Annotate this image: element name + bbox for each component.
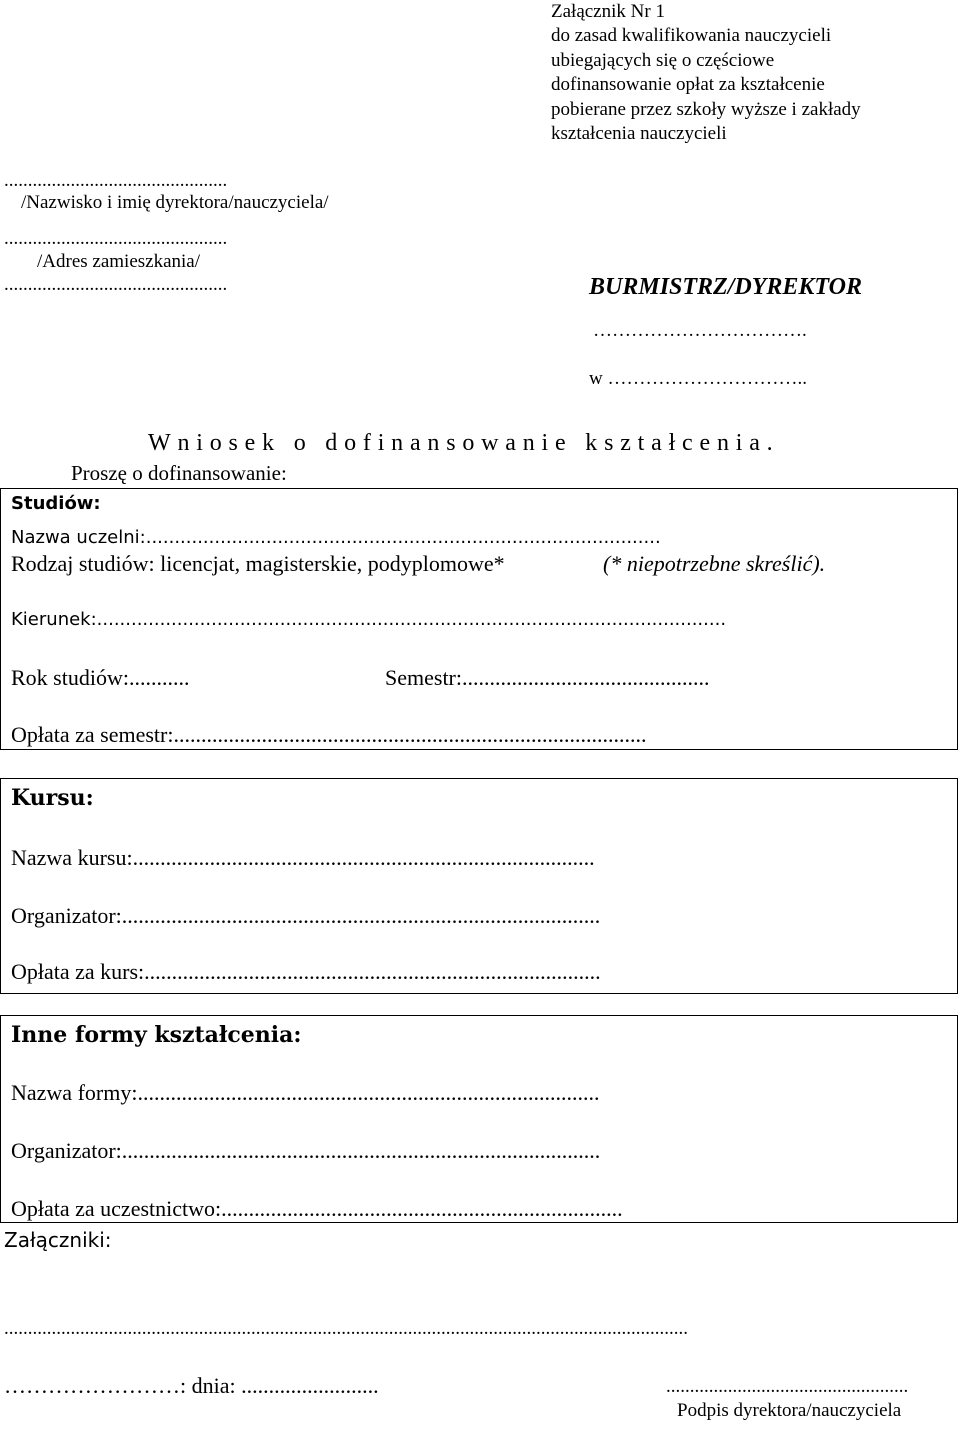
annex-line: dofinansowanie opłat za kształcenie [551,74,825,96]
studies-section [0,488,958,750]
page-title: Wniosek o dofinansowanie kształcenia. [148,430,780,456]
annex-line: ubiegających się o częściowe [551,49,775,71]
studies-type-note: (* niepotrzebne skreślić). [603,551,826,576]
studies-university-field[interactable]: Nazwa uczelni:.......................................................................................... [11,527,661,548]
recipient-title: BURMISTRZ/DYREKTOR [589,274,862,300]
place-date-field[interactable]: ……………………: dnia: ......................... [4,1373,379,1398]
annex-line: pobierane przez szkoły wyższe i zakłady [551,98,861,120]
annex-line: kształcenia nauczycieli [551,123,727,145]
studies-year-field[interactable]: Rok studiów:........... [11,665,190,690]
attachments-dots[interactable]: ................................................................................................................................................ [4,1318,688,1339]
applicant-name-label: /Nazwisko i imię dyrektora/nauczyciela/ [21,192,329,213]
applicant-address-label: /Adres zamieszkania/ [37,251,201,272]
studies-header: Studiów: [11,493,101,514]
recipient-place: w ………………………….. [589,368,807,389]
applicant-dots-3: ............................................... [4,274,228,295]
course-header: Kursu: [11,785,94,811]
studies-fee-field[interactable]: Opłata za semestr:...................................................................................... [11,722,647,747]
course-section [0,778,958,994]
annex-line: do zasad kwalifikowania nauczycieli [551,25,832,47]
course-fee-field[interactable]: Opłata za kurs:................................................................................... [11,959,601,984]
course-organizer-field[interactable]: Organizator:....................................................................................... [11,903,601,928]
studies-semester-field[interactable]: Semestr:............................................. [385,665,710,690]
other-forms-fee-field[interactable]: Opłata za uczestnictwo:......................................................................... [11,1196,623,1221]
recipient-line: ……………………………. [593,320,807,341]
annex-line: Załącznik Nr 1 [551,1,665,22]
studies-type: Rodzaj studiów: licencjat, magisterskie, podyplomowe* [11,551,505,576]
course-name-field[interactable]: Nazwa kursu:.................................................................................... [11,845,595,870]
annex-header [551,0,861,146]
studies-field-field[interactable]: Kierunek:.............................................................................................................. [11,609,727,630]
other-forms-section [0,1015,958,1223]
applicant-dots-2: ............................................... [4,228,228,249]
request-line: Proszę o dofinansowanie: [71,461,287,485]
signature-dots[interactable]: ................................................... [666,1376,909,1397]
attachments-label: Załączniki: [4,1228,112,1252]
other-forms-organizer-field[interactable]: Organizator:....................................................................................... [11,1138,601,1163]
other-forms-name-field[interactable]: Nazwa formy:.................................................................................... [11,1080,600,1105]
signature-label: Podpis dyrektora/nauczyciela [677,1400,902,1421]
other-forms-header: Inne formy kształcenia: [11,1022,302,1048]
applicant-dots-1: ............................................... [4,170,228,191]
